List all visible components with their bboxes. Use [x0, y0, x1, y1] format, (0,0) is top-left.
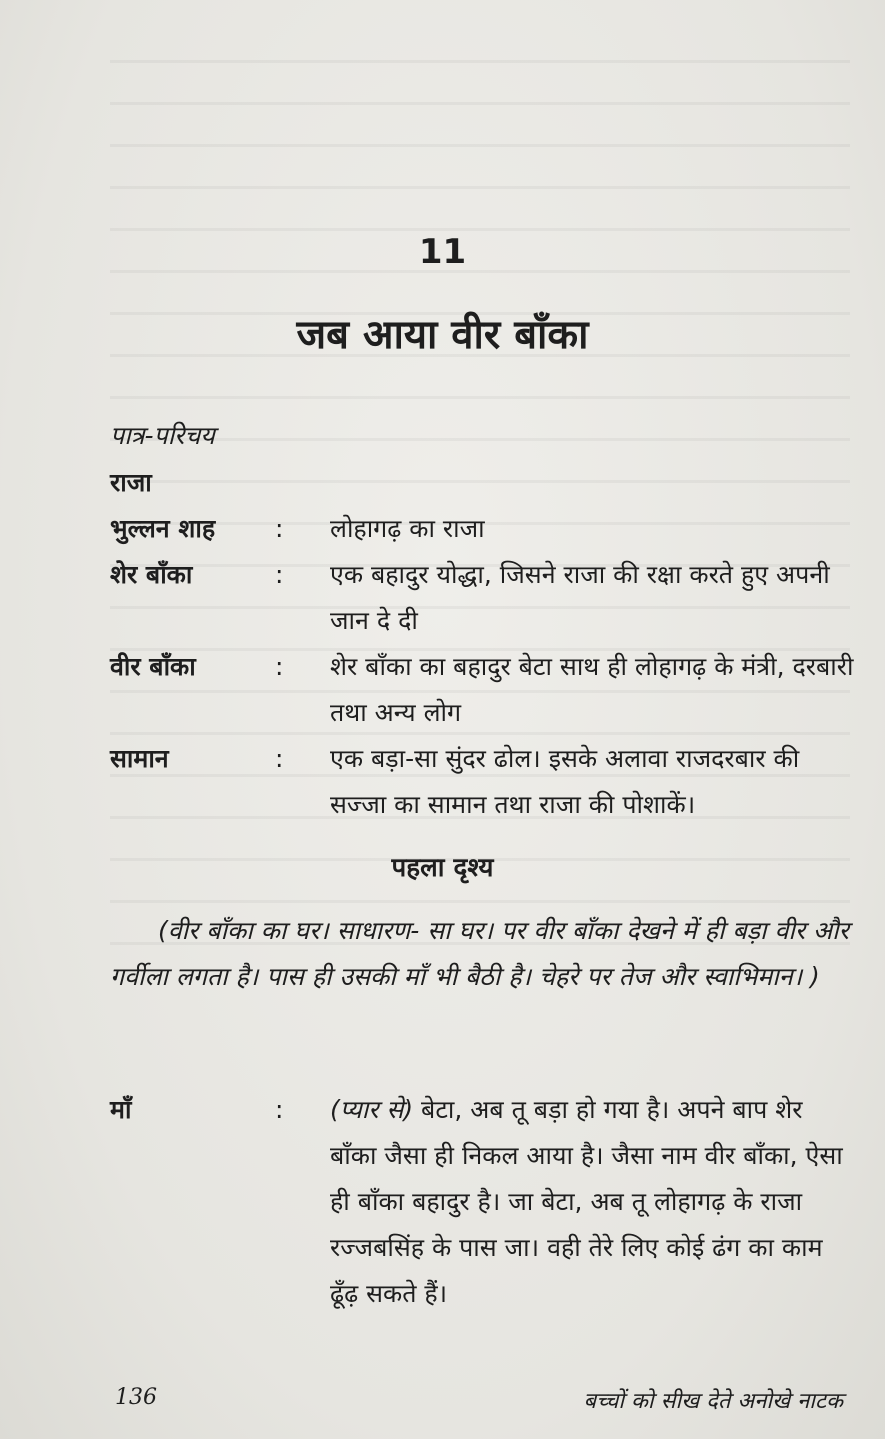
scene-heading: पहला दृश्य [391, 853, 494, 883]
cast-colon: : [275, 514, 284, 543]
cast-row [110, 552, 855, 644]
chapter-title: जब आया वीर बाँका [296, 312, 589, 358]
cast-colon: : [275, 744, 284, 773]
page-number: 136 [115, 1385, 157, 1410]
cast-colon [275, 460, 330, 506]
dialogue-text [330, 1087, 855, 1317]
cast-desc: शेर बाँका का बहादुर बेटा साथ ही लोहागढ़ के मंत्री, दरबारी तथा अन्य लोग [330, 652, 854, 727]
cast-name: राजा [110, 468, 152, 497]
cast-row [110, 506, 855, 552]
cast-name: शेर बाँका [110, 560, 193, 589]
cast-desc: लोहागढ़ का राजा [330, 514, 485, 543]
stage-direction: (वीर बाँका का घर। साधारण- सा घर। पर वीर बाँका देखने में ही बड़ा वीर और गर्वीला लगता है। पास ही उसकी माँ भी बैठी है। चेहरे पर तेज और स्वाभिमान। ) [110, 916, 849, 991]
dialogue-row [110, 1087, 855, 1317]
cast-desc: एक बहादुर योद्धा, जिसने राजा की रक्षा करते हुए अपनी जान दे दी [330, 560, 830, 635]
cast-row [110, 736, 855, 828]
cast-colon: : [275, 652, 284, 681]
chapter-number: 11 [418, 232, 467, 272]
cast-name: सामान [110, 744, 169, 773]
running-book-title: बच्चों को सीख देते अनोखे नाटक [583, 1389, 843, 1414]
speaker-colon: : [275, 1095, 284, 1124]
cast-row [110, 644, 855, 736]
cast-desc [330, 460, 855, 506]
cast-heading: पात्र-परिचय [110, 421, 215, 450]
cast-row [110, 460, 855, 506]
cast-desc: एक बड़ा-सा सुंदर ढोल। इसके अलावा राजदरबार की सज्जा का सामान तथा राजा की पोशाकें। [330, 744, 800, 819]
cast-colon: : [275, 560, 284, 589]
cast-name: वीर बाँका [110, 652, 196, 681]
cast-name: भुल्लन शाह [110, 514, 216, 543]
dialogue-body: बेटा, अब तू बड़ा हो गया है। अपने बाप शेर बाँका जैसा ही निकल आया है। जैसा नाम वीर बाँका, ऐसा ही बाँका बहादुर है। जा बेटा, अब तू लोहागढ़ के राजा रज्जबसिंह के पास जा। वही तेरे लिए कोई ढंग का काम ढूँढ़ सकते हैं। [330, 1095, 843, 1308]
speaker-name: माँ [110, 1095, 132, 1124]
dialogue-direction: (प्यार से) [330, 1095, 414, 1124]
